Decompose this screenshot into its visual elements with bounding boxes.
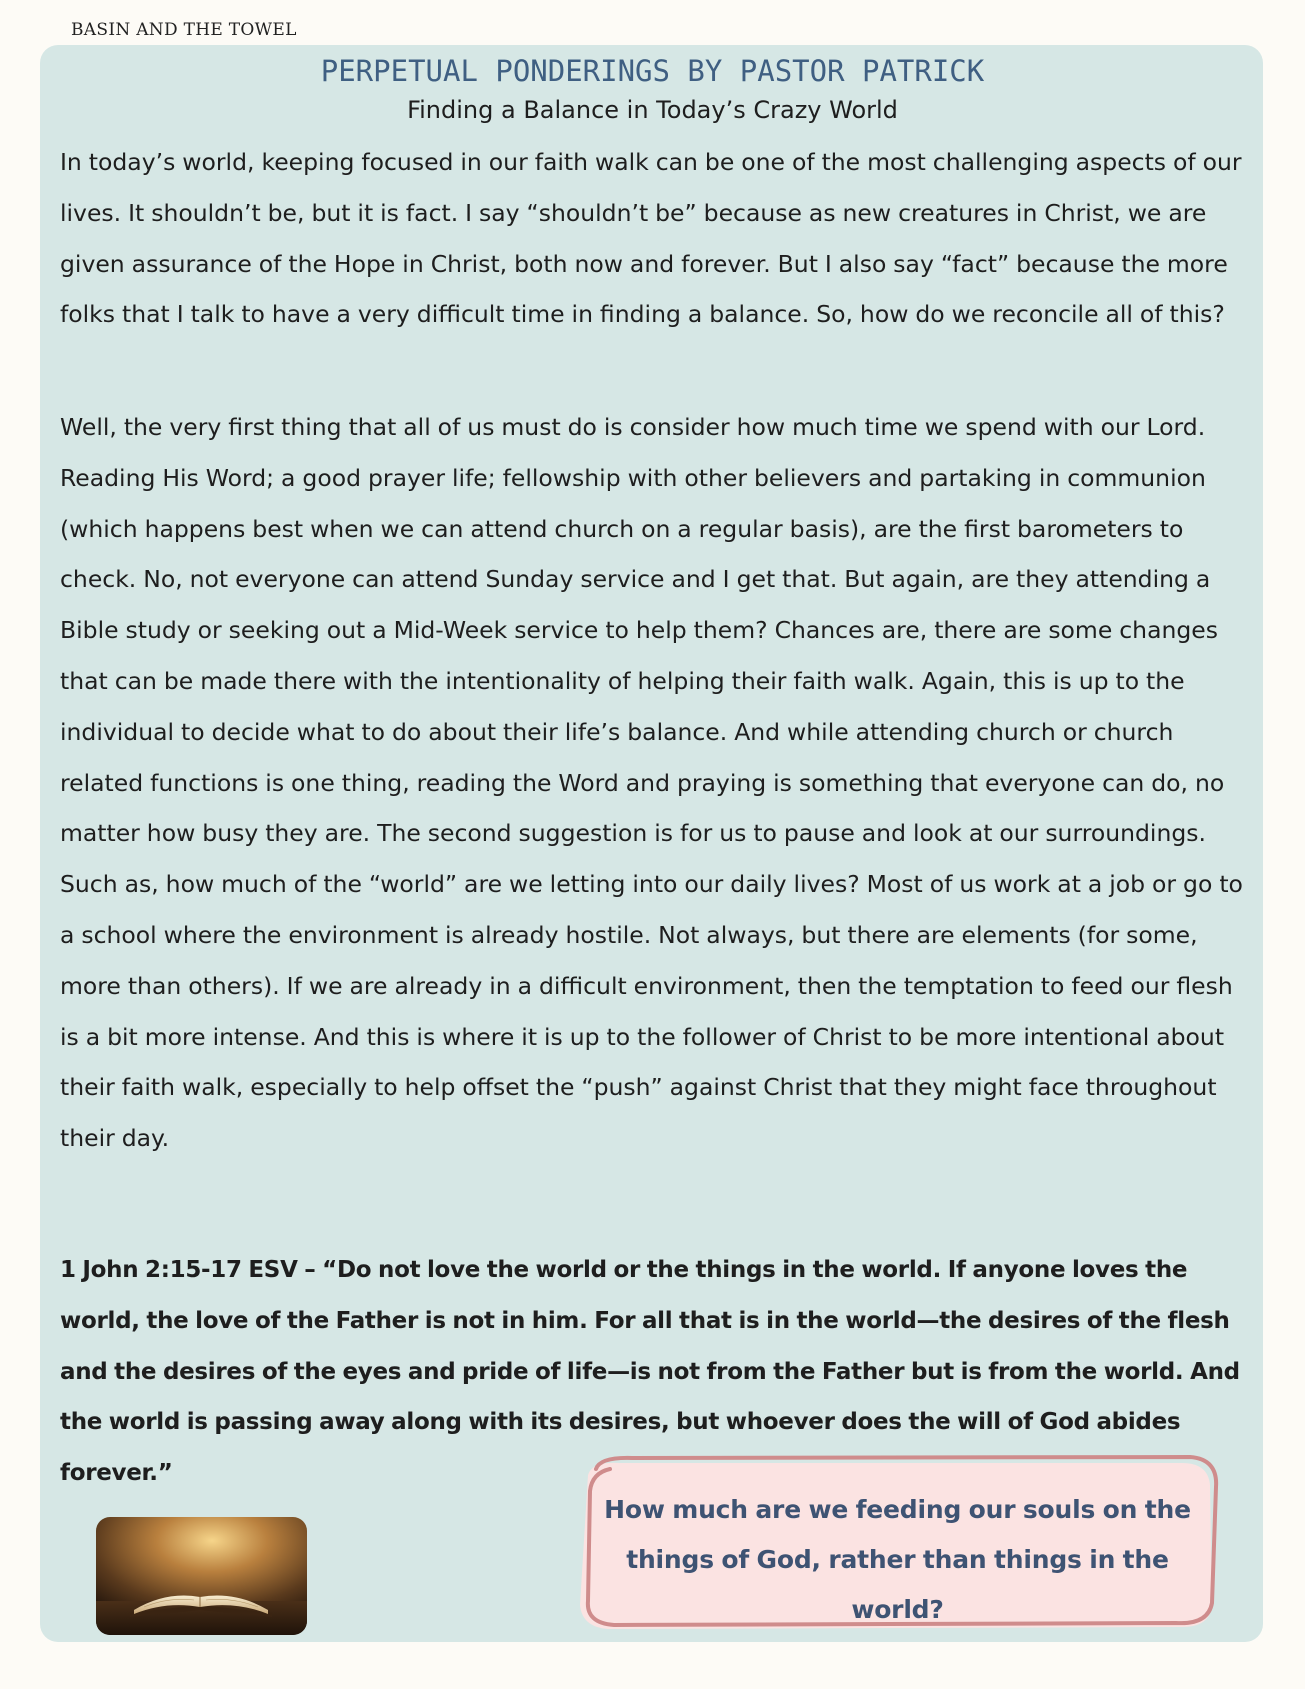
open-bible-image [96, 1517, 307, 1635]
callout-question: How much are we feeding our souls on the things of God, rather than things in the world? [604, 1495, 1191, 1624]
scripture-verse: 1 John 2:15-17 ESV – “Do not love the world or the things in the world. If anyone loves the world, the love of the Father is not in him. For all that is in the world—the desires of the flesh and the desires of the eyes and pride of life—is not from the Father but is from the world. And the world is passing away along with its desires, but whoever does the will of God abides forever.” [60, 1257, 1240, 1487]
article-paragraph-2: Well, the very first thing that all of us must do is consider how much time we spend with our Lord. Reading His Word; a good prayer life; fellowship with other believers and partaking in communion (which happens best when we can attend church on a regular basis), are the first barometers to check. No, not everyone can attend Sunday service and I get that. But again, are they attending a Bible study or seeking out a Mid-Week service to help them? Chances are, there are some changes that can be made there with the intentionality of helping their faith walk. Again, this is up to the individual to decide what to do about their life’s balance. And while attending church or church related functions is one thing, reading the Word and praying is something that everyone can do, no matter how busy they are. The second suggestion is for us to pause and look at our surroundings. Such as, how much of the “world” are we letting into our daily lives? Most of us work at a job or go to a school where the environment is already hostile. Not always, but there are elements (for some, more than others). If we are already in a difficult environment, then the temptation to feed our flesh is a bit more intense. And this is where it is up to the follower of Christ to be more intentional about their faith walk, especially to help offset the “push” against Christ that they might face throughout their day. [60, 413, 1243, 1153]
newsletter-header-label: BASIN AND THE TOWEL [71, 20, 297, 40]
article-paragraph-1: In today’s world, keeping focused in our faith walk can be one of the most challenging aspects of our lives. It shouldn’t be, but it is fact. I say “shouldn’t be” because as new creatures in Christ, we are given assurance of the Hope in Christ, both now and forever. But I also say “fact” because the more folks that I talk to have a very difficult time in finding a balance. So, how do we reconcile all of this? [60, 148, 1242, 329]
article-subtitle: Finding a Balance in Today’s Crazy World [407, 96, 898, 124]
callout-box [570, 1455, 1225, 1635]
article-title: PERPETUAL PONDERINGS BY PASTOR PATRICK [320, 54, 985, 88]
